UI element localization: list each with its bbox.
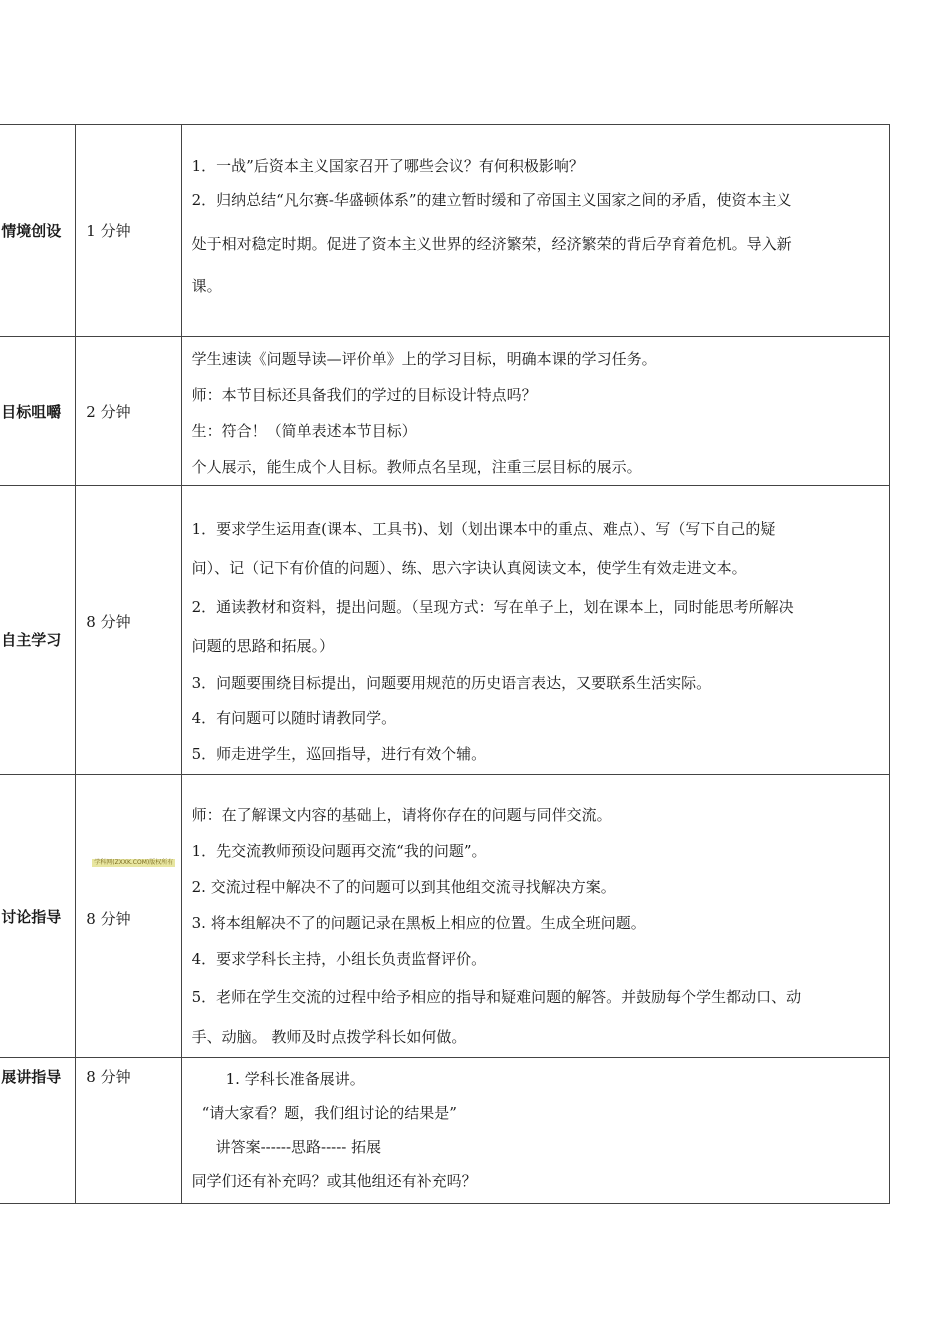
content-line: 3. 将本组解决不了的问题记录在黑板上相应的位置。生成全班问题。 — [191, 914, 646, 932]
stage-label: 展讲指导 — [0, 1058, 76, 1204]
content-cell — [181, 775, 889, 1058]
content-cell — [181, 1058, 889, 1204]
content-line: 4．有问题可以随时请教同学。 — [191, 709, 397, 727]
content-line: 学生速读《问题导读—评价单》上的学习目标，明确本课的学习任务。 — [191, 350, 657, 368]
content-line: 讲答案------思路----- 拓展 — [215, 1138, 382, 1156]
watermark-stamp: 学科网(ZXXK.COM)版权所有 — [94, 859, 174, 866]
content-line: 2．归纳总结“凡尔赛-华盛顿体系”的建立暂时缓和了帝国主义国家之间的矛盾，使资本主义 — [191, 191, 792, 209]
stage-label: 情境创设 — [0, 125, 76, 337]
content-line: 课。 — [191, 277, 222, 295]
content-line: 师：在了解课文内容的基础上，请将你存在的问题与同伴交流。 — [191, 806, 612, 824]
content-line: 问题的思路和拓展。） — [191, 637, 335, 655]
content-line: 个人展示，能生成个人目标。教师点名呈现，注重三层目标的展示。 — [191, 458, 642, 476]
content-line: “请大家看？题，我们组讨论的结果是” — [201, 1104, 457, 1122]
content-line: 4．要求学科长主持，小组长负责监督评价。 — [191, 950, 487, 968]
lesson-plan-table — [0, 124, 890, 1204]
content-line: 1．要求学生运用查(课本、工具书)、划（划出课本中的重点、难点）、写（写下自己的疑 — [191, 520, 776, 538]
stage-label: 自主学习 — [0, 486, 76, 775]
content-cell — [181, 337, 889, 486]
stage-label: 目标咀嚼 — [0, 337, 76, 486]
duration-label: 8 分钟 — [76, 486, 181, 775]
content-line: 手、动脑。 教师及时点拨学科长如何做。 — [191, 1028, 467, 1046]
content-cell — [181, 125, 889, 337]
duration-label: 2 分钟 — [76, 337, 181, 486]
content-line: 师：本节目标还具备我们的学过的目标设计特点吗？ — [191, 386, 537, 404]
content-line: 问）、记（记下有价值的问题）、练、思六字诀认真阅读文本，使学生有效走进文本。 — [191, 559, 747, 577]
table-row — [0, 486, 890, 775]
content-line: 5．师走进学生，巡回指导，进行有效个辅。 — [191, 745, 487, 763]
content-line: 生：符合！（简单表述本节目标） — [191, 422, 417, 440]
content-line: 5．老师在学生交流的过程中给予相应的指导和疑难问题的解答。并鼓励每个学生都动口、动 — [191, 988, 802, 1006]
table-row — [0, 775, 890, 1058]
duration-cell — [76, 775, 181, 1058]
table-row — [0, 125, 890, 337]
content-line: 3．问题要围绕目标提出，问题要用规范的历史语言表达，又要联系生活实际。 — [191, 674, 712, 692]
duration-label: 8 分钟 — [76, 1058, 181, 1204]
content-cell — [181, 486, 889, 775]
content-line: 处于相对稳定时期。促进了资本主义世界的经济繁荣，经济繁荣的背后孕育着危机。导入新 — [191, 235, 792, 253]
stage-label: 讨论指导 — [0, 775, 76, 1058]
table-row — [0, 1058, 890, 1204]
duration-label: 1 分钟 — [76, 125, 181, 337]
content-line: 1. 学科长准备展讲。 — [225, 1070, 365, 1088]
content-line: 1．先交流教师预设问题再交流“我的问题”。 — [191, 842, 487, 860]
duration-label: 8 分钟 — [86, 910, 131, 928]
table-row — [0, 337, 890, 486]
content-line: 2. 交流过程中解决不了的问题可以到其他组交流寻找解决方案。 — [191, 878, 616, 896]
content-line: 同学们还有补充吗？或其他组还有补充吗？ — [191, 1172, 477, 1190]
content-line: 1．一战”后资本主义国家召开了哪些会议？有何积极影响？ — [191, 157, 584, 175]
content-line: 2．通读教材和资料，提出问题。（呈现方式：写在单子上，划在课本上，同时能思考所解决 — [191, 598, 794, 616]
